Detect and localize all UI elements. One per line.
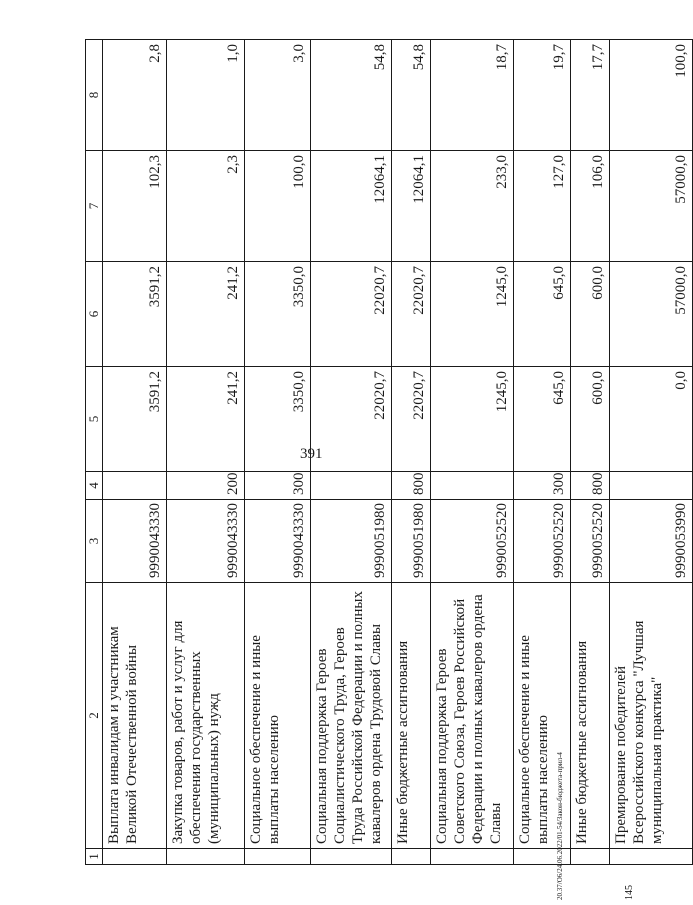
cell-col-8: 17,7 (570, 40, 609, 151)
cell-col-1 (430, 849, 513, 865)
cell-col-5: 22020,7 (310, 367, 391, 472)
cell-col-8: 2,8 (102, 40, 166, 151)
cell-col-1 (391, 849, 430, 865)
cell-col-1 (310, 849, 391, 865)
cell-col-6: 22020,7 (310, 262, 391, 367)
cell-col-5: 3350,0 (244, 367, 310, 472)
cell-col-7: 57000,0 (609, 151, 692, 262)
table-row (310, 40, 391, 865)
cell-col-6: 1245,0 (430, 262, 513, 367)
header-cell-4: 4 (86, 472, 103, 500)
cell-col-1 (244, 849, 310, 865)
header-cell-2: 2 (86, 583, 103, 849)
table-row (609, 40, 692, 865)
cell-col-5: 1245,0 (430, 367, 513, 472)
cell-col-4 (430, 472, 513, 500)
cell-col-3: 9990043330 (166, 500, 244, 583)
cell-col-6: 3350,0 (244, 262, 310, 367)
cell-col-8: 54,8 (310, 40, 391, 151)
corner-mark-text: 145 (624, 885, 635, 900)
cell-col-2: Закупка товаров, работ и услуг для обеспечения государственных (муниципальных) нужд (166, 583, 244, 849)
cell-col-2: Премирование победителей Всероссийского конкурса "Лучшая муниципальная практика" (609, 583, 692, 849)
cell-col-6: 645,0 (513, 262, 570, 367)
budget-table-rotated (85, 40, 689, 865)
cell-col-3: 9990043330 (244, 500, 310, 583)
cell-col-2: Социальное обеспечение и иные выплаты населению (244, 583, 310, 849)
header-cell-6: 6 (86, 262, 103, 367)
cell-col-5: 22020,7 (391, 367, 430, 472)
cell-col-4: 800 (391, 472, 430, 500)
cell-col-7: 127,0 (513, 151, 570, 262)
cell-col-8: 18,7 (430, 40, 513, 151)
table-row (513, 40, 570, 865)
cell-col-5: 3591,2 (102, 367, 166, 472)
cell-col-6: 600,0 (570, 262, 609, 367)
cell-col-3: 9990053990 (609, 500, 692, 583)
cell-col-7: 233,0 (430, 151, 513, 262)
cell-col-4 (609, 472, 692, 500)
header-cell-3: 3 (86, 500, 103, 583)
budget-table (85, 39, 693, 865)
cell-col-2: Социальная поддержка Героев Советского Союза, Героев Российской Федерации и полных кавалеров ордена Славы (430, 583, 513, 849)
cell-col-1 (102, 849, 166, 865)
cell-col-3: 9990043330 (102, 500, 166, 583)
cell-col-7: 100,0 (244, 151, 310, 262)
cell-col-3: 9990052520 (513, 500, 570, 583)
cell-col-7: 106,0 (570, 151, 609, 262)
cell-col-5: 600,0 (570, 367, 609, 472)
cell-col-7: 102,3 (102, 151, 166, 262)
header-cell-1: 1 (86, 849, 103, 865)
cell-col-1 (570, 849, 609, 865)
header-cell-7: 7 (86, 151, 103, 262)
table-row (570, 40, 609, 865)
cell-col-1 (166, 849, 244, 865)
header-cell-5: 5 (86, 367, 103, 472)
cell-col-2: Выплата инвалидам и участникам Великой Отечественной войны (102, 583, 166, 849)
cell-col-4: 800 (570, 472, 609, 500)
cell-col-3: 9990052520 (570, 500, 609, 583)
cell-col-7: 2,3 (166, 151, 244, 262)
header-row (86, 40, 103, 865)
cell-col-8: 19,7 (513, 40, 570, 151)
table-row (166, 40, 244, 865)
cell-col-7: 12064,1 (310, 151, 391, 262)
cell-col-8: 54,8 (391, 40, 430, 151)
cell-col-6: 241,2 (166, 262, 244, 367)
cell-col-3: 9990051980 (310, 500, 391, 583)
table-row (244, 40, 310, 865)
cell-col-3: 9990051980 (391, 500, 430, 583)
table-row (391, 40, 430, 865)
cell-col-2: Иные бюджетные ассигнования (570, 583, 609, 849)
cell-col-8: 3,0 (244, 40, 310, 151)
page-number: 391 (300, 446, 323, 462)
footer-text: 20.37/O6/24.06.2022/01-54/Закон-бюджета-прил-4 (556, 752, 564, 900)
cell-col-2: Иные бюджетные ассигнования (391, 583, 430, 849)
table-row (102, 40, 166, 865)
header-cell-8: 8 (86, 40, 103, 151)
cell-col-2: Социальное обеспечение и иные выплаты населению (513, 583, 570, 849)
cell-col-1 (609, 849, 692, 865)
cell-col-5: 241,2 (166, 367, 244, 472)
cell-col-6: 3591,2 (102, 262, 166, 367)
cell-col-4: 200 (166, 472, 244, 500)
cell-col-6: 57000,0 (609, 262, 692, 367)
cell-col-8: 100,0 (609, 40, 692, 151)
cell-col-5: 645,0 (513, 367, 570, 472)
cell-col-4: 300 (513, 472, 570, 500)
cell-col-7: 12064,1 (391, 151, 430, 262)
table-row (430, 40, 513, 865)
cell-col-3: 9990052520 (430, 500, 513, 583)
cell-col-4 (102, 472, 166, 500)
cell-col-4 (310, 472, 391, 500)
cell-col-4: 300 (244, 472, 310, 500)
cell-col-6: 22020,7 (391, 262, 430, 367)
cell-col-8: 1,0 (166, 40, 244, 151)
cell-col-5: 0,0 (609, 367, 692, 472)
cell-col-2: Социальная поддержка Героев Социалистического Труда, Героев Труда Российской Федерации и полных кавалеров ордена Трудовой Славы (310, 583, 391, 849)
